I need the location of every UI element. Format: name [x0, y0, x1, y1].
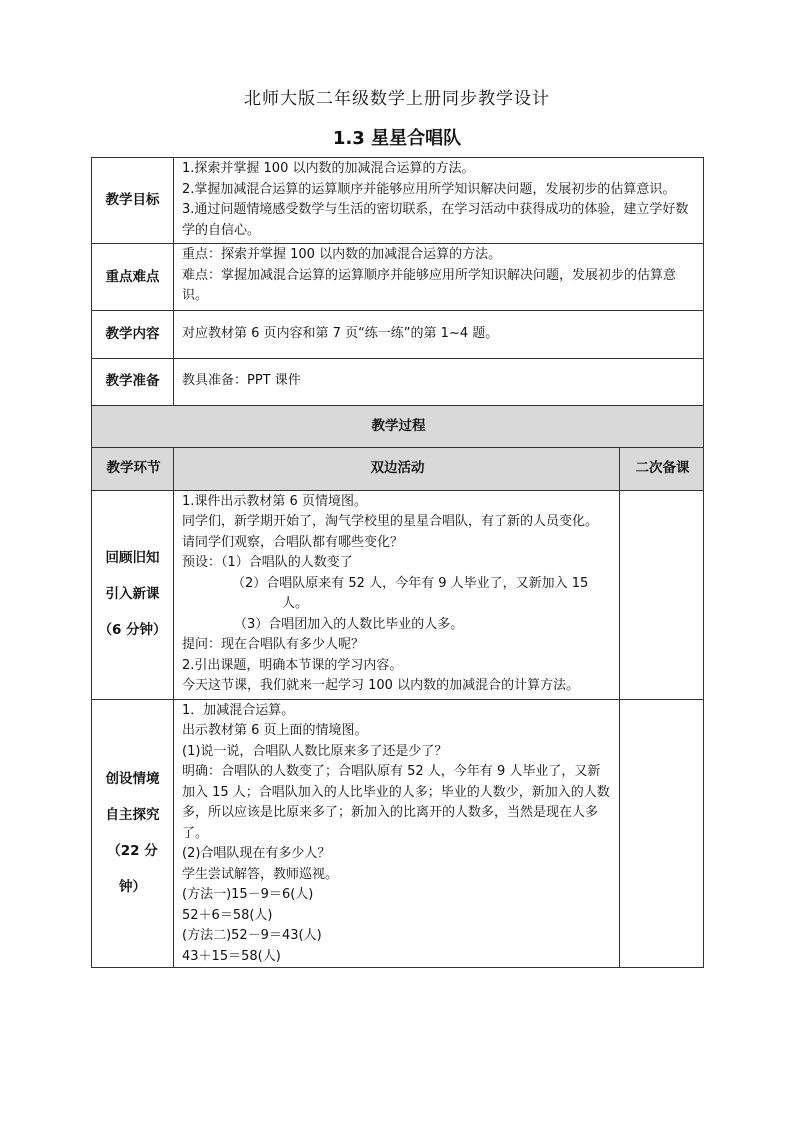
activity-line: 今天这节课，我们就来一起学习 100 以内数的加减混合的计算方法。: [182, 678, 580, 693]
activity-line: 学生尝试解答，教师巡视。: [182, 866, 339, 882]
activity-line: 同学们，新学期开始了，淘气学校里的星星合唱队，有了新的人员变化。: [182, 514, 599, 529]
objective-item: 1.探索并掌握 100 以内数的加减混合运算的方法。: [182, 161, 475, 176]
section-label-line: （22 分: [107, 842, 158, 859]
activity-line: 1.课件出示教材第 6 页情境图。: [182, 493, 367, 509]
activity-line: (1)说一说，合唱队人数比原来多了还是少了？: [182, 743, 448, 759]
objective-item: 3.通过问题情境感受数学与生活的密切联系，在学习活动中获得成功的体验，建立学好数学的自信心。: [182, 202, 689, 238]
keypoints-label: 重点难点: [92, 244, 174, 311]
column-header-activity: 双边活动: [174, 447, 620, 490]
section-explore-notes: [620, 699, 704, 968]
process-columns-row: [92, 447, 704, 490]
activity-line: 预设：（1）合唱队的人数变了: [182, 555, 353, 570]
column-header-notes: 二次备课: [620, 447, 704, 490]
activity-line: 提问：现在合唱队有多少人呢？: [182, 637, 365, 652]
preparation-row: [92, 358, 704, 405]
activity-line: （3）合唱团加入的人数比毕业的人多。: [234, 616, 464, 632]
keypoint-item: 难点：掌握加减混合运算的运算顺序并能够应用所学知识解决问题，发展初步的估算意识。: [182, 267, 677, 303]
activity-line: 43＋15＝58(人): [182, 948, 281, 964]
content-label: 教学内容: [92, 310, 174, 358]
section-label-line: 自主探究: [105, 806, 160, 823]
section-explore-label: [92, 699, 174, 968]
activity-line: (方法一)15－9＝6(人): [182, 887, 314, 902]
section-label-line: （6 分钟）: [98, 622, 167, 638]
column-header-stage: 教学环节: [92, 447, 174, 490]
section-explore-row: [92, 699, 704, 968]
preparation-label: 教学准备: [92, 358, 174, 405]
keypoint-item: 重点：探索并掌握 100 以内数的加减混合运算的方法。: [182, 247, 502, 262]
section-label-line: 创设情境: [105, 770, 160, 787]
activity-line: (2)合唱队现在有多少人？: [182, 846, 331, 861]
section-label-line: 钟）: [119, 878, 146, 895]
section-review-activity: [174, 490, 620, 699]
objective-item: 2.掌握加减混合运算的运算顺序并能够应用所学知识解决问题，发展初步的估算意识。: [182, 181, 676, 197]
document-subtitle: 北师大版二年级数学上册同步教学设计: [244, 89, 550, 109]
activity-line: 1．加减混合运算。: [182, 702, 295, 718]
objectives-content: [174, 158, 704, 244]
activity-line: 出示教材第 6 页上面的情境图。: [182, 723, 368, 738]
lesson-plan-table: [91, 157, 704, 968]
keypoints-content: [174, 244, 704, 311]
section-review-label: [92, 490, 174, 699]
preparation-text: 教具准备：PPT 课件: [174, 358, 704, 405]
section-label-line: 回顾旧知: [105, 550, 160, 566]
activity-line: (方法二)52－9＝43(人): [182, 928, 322, 943]
activity-line: （2）合唱队原来有 52 人，今年有 9 人毕业了，又新加入 15 人。: [232, 575, 589, 611]
document-title: 1.3 星星合唱队: [332, 128, 462, 149]
section-label-line: 引入新课: [105, 586, 160, 602]
section-explore-activity: [174, 699, 620, 968]
objectives-label: 教学目标: [92, 158, 174, 244]
keypoints-row: [92, 244, 704, 311]
objectives-row: [92, 158, 704, 244]
content-text: 对应教材第 6 页内容和第 7 页“练一练”的第 1~4 题。: [174, 310, 704, 358]
activity-line: 2.引出课题，明确本节课的学习内容。: [182, 657, 403, 673]
content-row: [92, 310, 704, 358]
activity-line: 52＋6＝58(人): [182, 907, 273, 923]
process-heading: 教学过程: [92, 405, 704, 447]
activity-line: 请同学们观察，合唱队都有哪些变化？: [182, 534, 404, 550]
section-review-row: [92, 490, 704, 699]
activity-line: 明确：合唱队的人数变了；合唱队原有 52 人，今年有 9 人毕业了，又新加入 15 人；合唱队加入的人比毕业的人多；毕业的人数少，新加入的人数多，所以应该是比原来多了；新加入的比离开的人数多，当然是现在人多了。: [182, 764, 610, 841]
process-heading-row: [92, 405, 704, 447]
section-review-notes: [620, 490, 704, 699]
